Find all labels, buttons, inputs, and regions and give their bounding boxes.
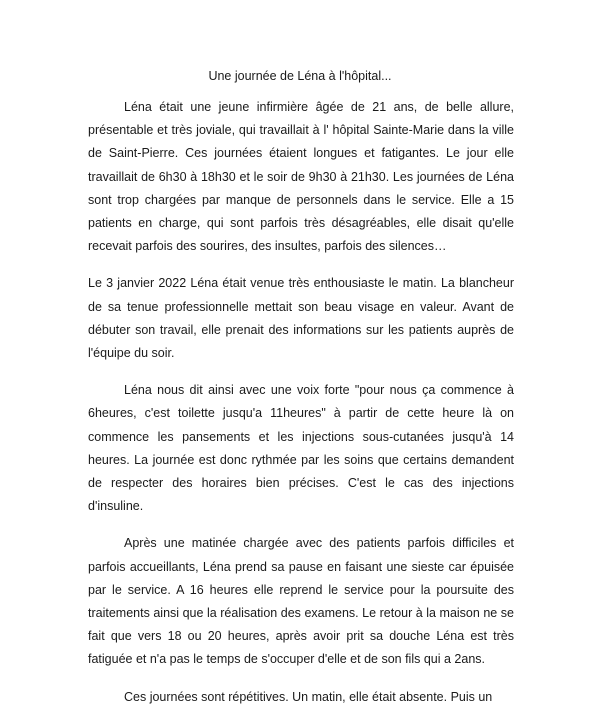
document-body	[88, 96, 514, 723]
paragraph-2: Le 3 janvier 2022 Léna était venue très enthousiaste le matin. La blancheur de sa tenue professionnelle mettait son beau visage en valeur. Avant de débuter son travail, elle prenait des informations sur les patients auprès de l'équipe du soir.	[88, 276, 514, 361]
document-title: Une journée de Léna à l'hôpital...	[208, 69, 392, 83]
paragraph-5: Ces journées sont répétitives. Un matin, elle était absente. Puis un	[124, 689, 493, 704]
paragraph-3: Léna nous dit ainsi avec une voix forte "pour nous ça commence à 6heures, c'est toilette jusqu'a 11heures" à partir de cette heure là on commence les pansements et les injections sous-cutanées jusqu'à 14 heures. La journée est donc rythmée par les soins que certains demandent de respecter des horaires bien précises. C'est le cas des injections d'insuline.	[88, 383, 514, 514]
paragraph-1: Léna était une jeune infirmière âgée de 21 ans, de belle allure, présentable et très joviale, qui travaillait à l' hôpital Sainte-Marie dans la ville de Saint-Pierre. Ces journées étaient longues et fatigantes. Le jour elle travaillait de 6h30 à 18h30 et le soir de 9h30 à 21h30. Les journées de Léna sont trop chargées par manque de personnels dans le service. Elle a 15 patients en charge, qui sont parfois très désagréables, elle disait qu'elle recevait parfois des sourires, des insultes, parfois des silences…	[88, 100, 514, 254]
paragraph-4: Après une matinée chargée avec des patients parfois difficiles et parfois accueillants, Léna prend sa pause en faisant une sieste car épuisée par le service. A 16 heures elle reprend le service pour la poursuite des traitements ainsi que la réalisation des examens. Le retour à la maison ne se fait que vers 18 ou 20 heures, après avoir prit sa douche Léna est très fatiguée et n'a pas le temps de s'occuper d'elle et de son fils qui a 2ans.	[88, 536, 514, 667]
